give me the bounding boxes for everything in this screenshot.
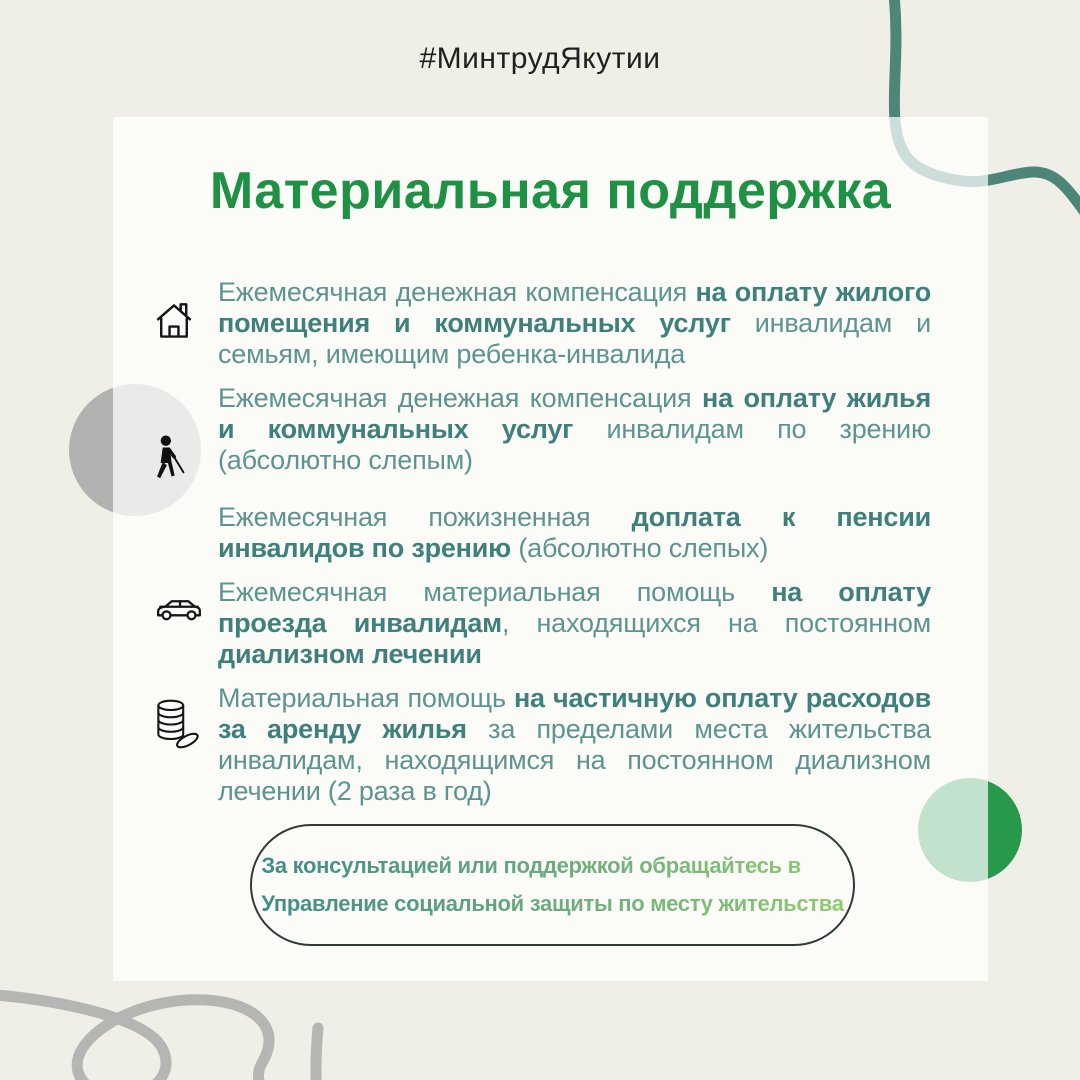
house-icon [152, 277, 218, 370]
hashtag: #МинтрудЯкутии [419, 42, 661, 75]
benefit-text: Ежемесячная денежная компенсация на оплату жилого помещения и коммунальных услуг инвалидам и семьям, имеющим ребенка-инвалида [218, 277, 932, 369]
car-icon [152, 577, 218, 670]
blind-person-icon [152, 383, 218, 489]
benefit-item [152, 683, 931, 807]
content-card [113, 117, 988, 981]
benefit-text: Материальная помощь на частичную оплату расходов за аренду жилья за пределами места жительства инвалидам, находящимся на постоянном диализном лечении (2 раза в год) [218, 683, 931, 806]
gray-squiggle-decoration [0, 993, 318, 1080]
page-title: Материальная поддержка [209, 162, 892, 220]
benefit-text: Ежемесячная пожизненная доплата к пенсии инвалидов по зрению (абсолютно слепых) [218, 502, 931, 563]
benefit-text: Ежемесячная материальная помощь на оплату проезда инвалидам, находящихся на постоянном диализном лечении [218, 577, 931, 669]
benefits-list [152, 277, 931, 807]
benefit-item [152, 277, 931, 370]
consultation-note-line: За консультацией или поддержкой обращайтесь в [261, 847, 843, 885]
consultation-note-text [261, 847, 843, 923]
no-icon [152, 502, 218, 564]
benefit-item [152, 577, 931, 670]
consultation-note-line: Управление социальной защиты по месту жительства [261, 885, 843, 923]
benefit-item [152, 383, 931, 489]
coins-icon [152, 683, 218, 807]
benefit-text: Ежемесячная денежная компенсация на оплату жилья и коммунальных услуг инвалидам по зрению (абсолютно слепым) [218, 383, 932, 475]
consultation-note [250, 824, 855, 946]
benefit-item [152, 502, 931, 564]
